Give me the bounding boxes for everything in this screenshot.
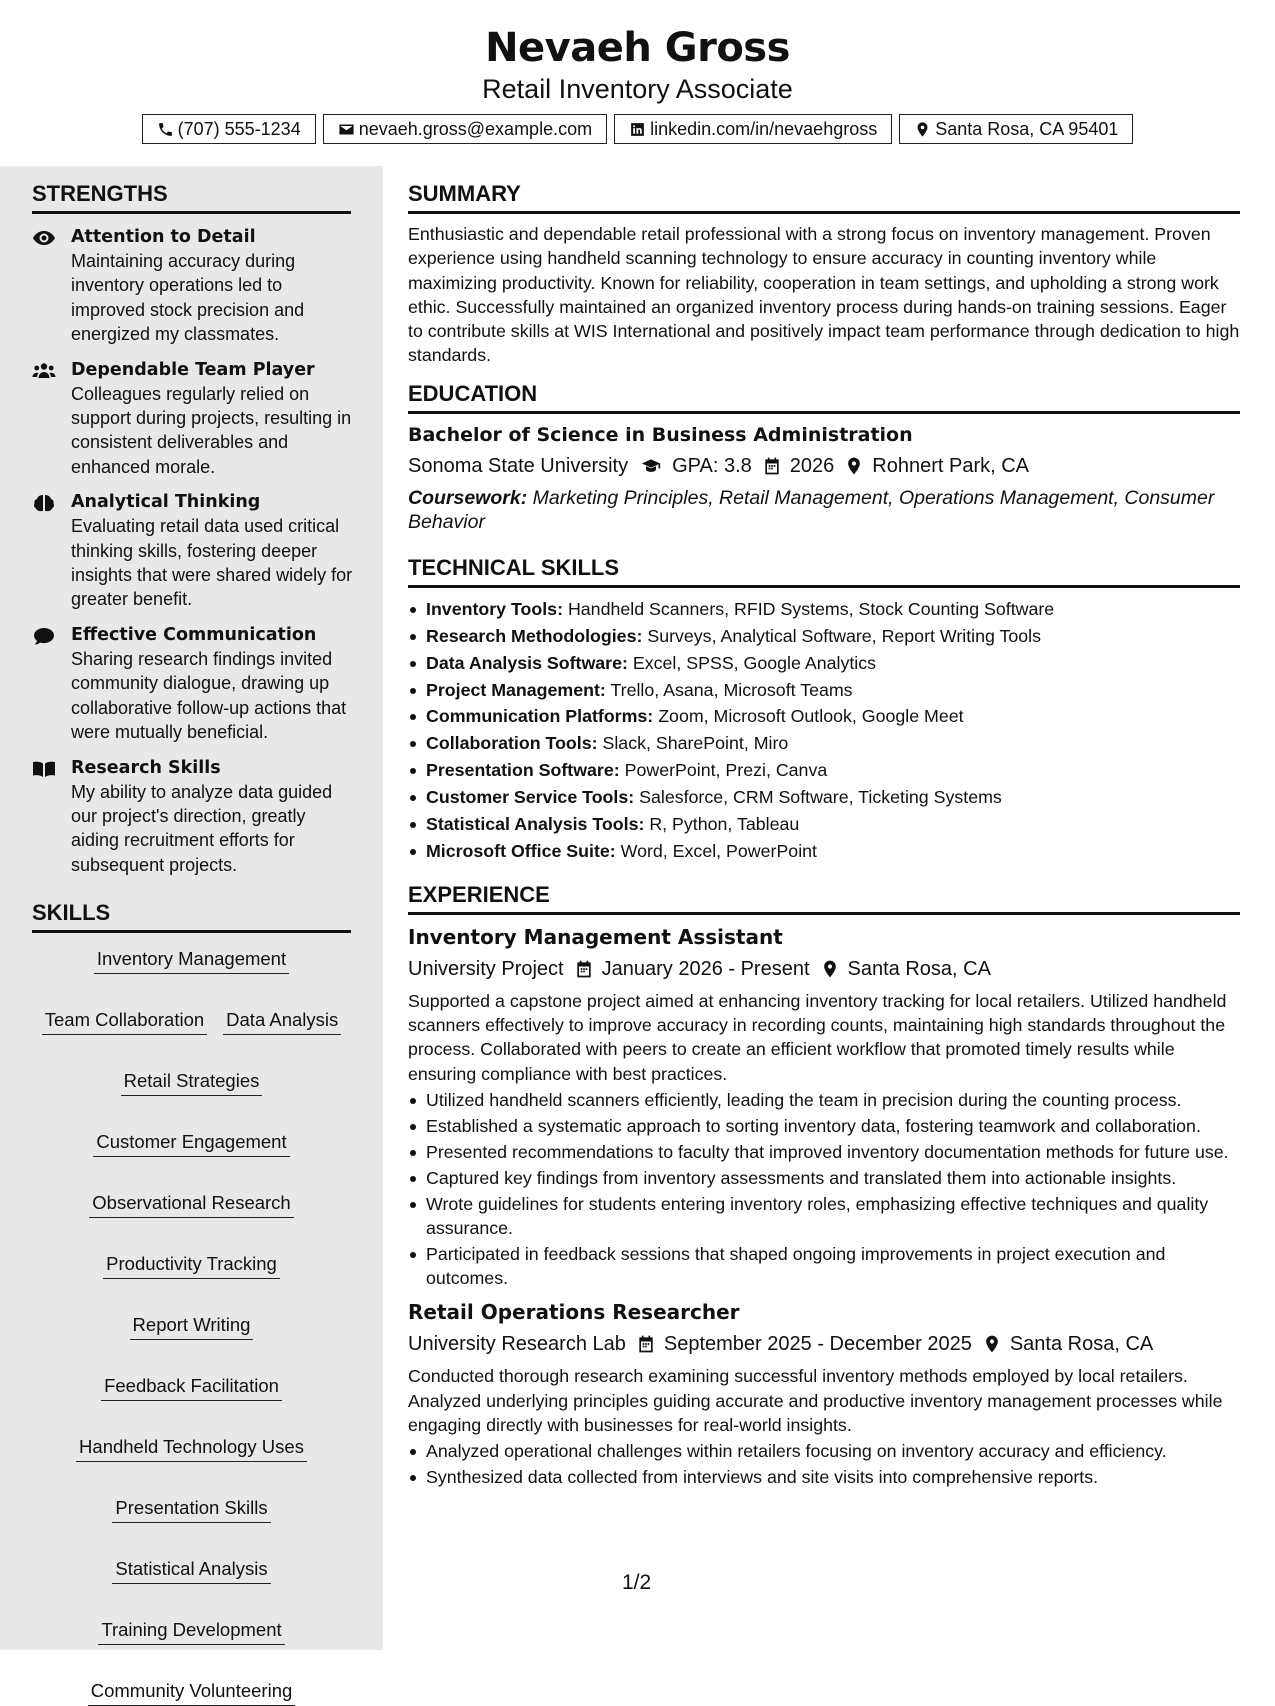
degree-title: Bachelor of Science in Business Administration — [408, 423, 913, 446]
list-item: Wrote guidelines for students entering inventory roles, emphasizing effective techniques and quality assurance. — [408, 1192, 1240, 1241]
job-org: University Project — [408, 957, 564, 980]
main-column — [408, 166, 1240, 1650]
resume-header — [0, 0, 1275, 166]
strength-title: Effective Communication — [71, 624, 317, 645]
skill-label: Presentation Software: — [426, 760, 620, 781]
skill-label: Microsoft Office Suite: — [426, 840, 616, 861]
contact-location — [899, 114, 1133, 144]
candidate-name: Nevaeh Gross — [485, 25, 790, 71]
list-item: Captured key findings from inventory assessments and translated them into actionable insights. — [408, 1166, 1240, 1190]
calendar-icon — [636, 1334, 656, 1354]
page-number: 1/2 — [622, 1571, 652, 1594]
brain-icon — [32, 494, 56, 512]
contact-location-text: Santa Rosa, CA 95401 — [935, 118, 1119, 139]
coursework — [408, 486, 1240, 534]
skill-tag: Observational Research — [89, 1191, 293, 1218]
skill-tag: Retail Strategies — [121, 1069, 263, 1096]
contact-linkedin-text: linkedin.com/in/nevaehgross — [650, 118, 878, 139]
skill-tag: Statistical Analysis — [112, 1557, 270, 1584]
contact-email[interactable] — [323, 114, 607, 144]
experience-heading: EXPERIENCE — [408, 865, 1240, 915]
strength-description: My ability to analyze data guided our project's direction, greatly aiding recruitment efforts for subsequent projects. — [71, 781, 333, 875]
job-dates: January 2026 - Present — [601, 957, 810, 980]
strengths-heading: STRENGTHS — [32, 166, 351, 214]
summary-text: Enthusiastic and dependable retail professional with a strong focus on inventory management. Proven experience using handheld scanning technology to ensure accuracy in counting inventory while maximizing productivity. Known for reliability, cooperation in team settings, and upholding a strong work ethic. Successfully maintained an organized inventory process during hands-on training sessions. Eager to contribute skills at WIS International and positively impact team performance through dedication to high standards. — [408, 224, 1240, 366]
list-item — [408, 677, 1240, 704]
comment-icon — [32, 627, 56, 645]
list-item: Established a systematic approach to sorting inventory data, fostering teamwork and collaboration. — [408, 1114, 1240, 1138]
list-item — [408, 784, 1240, 811]
job-title: Inventory Management Assistant — [408, 924, 783, 949]
summary-heading: SUMMARY — [408, 166, 1240, 214]
strength-title: Research Skills — [71, 757, 221, 778]
education-meta — [408, 451, 1240, 481]
strength-item — [32, 490, 354, 612]
skill-label: Inventory Tools: — [426, 598, 563, 619]
list-item: Analyzed operational challenges within retailers focusing on inventory accuracy and efficiency. — [408, 1439, 1240, 1463]
technical-skills-heading: TECHNICAL SKILLS — [408, 534, 1240, 588]
eye-icon — [32, 229, 56, 247]
contact-phone-text: (707) 555-1234 — [177, 118, 301, 139]
skill-value: Surveys, Analytical Software, Report Writing Tools — [647, 625, 1042, 646]
job-title: Retail Inventory Associate — [482, 74, 793, 104]
calendar-icon — [762, 456, 782, 476]
map-marker-icon — [914, 121, 931, 138]
skill-label: Customer Service Tools: — [426, 787, 635, 808]
job-meta — [408, 954, 1240, 984]
skill-value: Slack, SharePoint, Miro — [602, 733, 789, 754]
education-heading: EDUCATION — [408, 368, 1240, 414]
list-item — [408, 623, 1240, 650]
job-entry — [408, 1298, 1240, 1489]
strength-item — [32, 756, 354, 878]
job-location: Santa Rosa, CA — [847, 957, 991, 980]
book-open-icon — [32, 760, 56, 778]
skill-value: Handheld Scanners, RFID Systems, Stock Counting Software — [567, 598, 1055, 619]
strength-description: Evaluating retail data used critical thinking skills, fostering deeper insights that were shared widely for greater benefit. — [71, 516, 353, 610]
list-item: Participated in feedback sessions that shaped ongoing improvements in project execution and outcomes. — [408, 1242, 1240, 1291]
skill-tag: Report Writing — [130, 1313, 254, 1340]
skill-tag: Training Development — [98, 1618, 284, 1645]
contact-linkedin[interactable] — [614, 114, 892, 144]
school-location: Rohnert Park, CA — [872, 454, 1030, 477]
list-item — [408, 703, 1240, 730]
sidebar — [0, 166, 383, 1702]
job-summary: Conducted thorough research examining successful inventory methods employed by local retailers. Analyzed underlying principles guiding accurate and productive inventory management processes while engaging directly with businesses for real-world insights. — [408, 1366, 1223, 1435]
strength-title: Attention to Detail — [71, 227, 256, 247]
skill-tag: Productivity Tracking — [103, 1252, 280, 1279]
contact-bar — [0, 114, 1275, 144]
map-marker-icon — [844, 456, 864, 476]
contact-phone[interactable] — [142, 114, 316, 144]
linkedin-icon — [629, 121, 646, 138]
skill-label: Statistical Analysis Tools: — [426, 814, 645, 835]
skill-tag: Handheld Technology Uses — [76, 1435, 307, 1462]
job-org: University Research Lab — [408, 1333, 626, 1356]
list-item: Synthesized data collected from interviews and site visits into comprehensive reports. — [408, 1465, 1240, 1489]
skill-value: R, Python, Tableau — [649, 814, 800, 835]
strength-description: Colleagues regularly relied on support during projects, resulting in consistent deliverables and enhanced morale. — [71, 383, 352, 477]
list-item — [408, 730, 1240, 757]
skill-value: Trello, Asana, Microsoft Teams — [610, 679, 853, 700]
graduation-year: 2026 — [789, 454, 835, 477]
strength-description: Sharing research findings invited community dialogue, drawing up collaborative follow-up actions that were mutually beneficial. — [71, 648, 347, 743]
strength-item — [32, 623, 354, 745]
calendar-icon — [574, 959, 594, 979]
strength-description: Maintaining accuracy during inventory operations led to improved stock precision and energized my classmates. — [71, 251, 305, 345]
skill-label: Research Methodologies: — [426, 625, 643, 646]
list-item — [408, 650, 1240, 677]
list-item: Presented recommendations to faculty that improved inventory documentation methods for future use. — [408, 1140, 1240, 1164]
school-name: Sonoma State University — [408, 454, 629, 477]
skill-tag: Team Collaboration — [42, 1008, 207, 1035]
skill-value: Zoom, Microsoft Outlook, Google Meet — [658, 706, 964, 727]
skill-label: Communication Platforms: — [426, 706, 654, 727]
list-item — [408, 596, 1240, 623]
phone-icon — [157, 121, 174, 138]
envelope-icon — [338, 121, 355, 138]
skill-value: Salesforce, CRM Software, Ticketing Systems — [639, 787, 1002, 808]
skill-label: Collaboration Tools: — [426, 733, 598, 754]
skills-heading: SKILLS — [32, 885, 351, 933]
technical-skills-list — [408, 596, 1240, 865]
skill-label: Data Analysis Software: — [426, 652, 628, 673]
job-summary: Supported a capstone project aimed at enhancing inventory tracking for local retailers. Utilized handheld scanners effectively to improve accuracy in recording counts, maintaining high standards throughout the process. Collaborated with peers to create an efficient workflow that promoted timely results while ensuring compliance with best practices. — [408, 990, 1227, 1084]
skill-tag: Customer Engagement — [93, 1130, 289, 1157]
skill-tag: Presentation Skills — [112, 1496, 270, 1523]
skill-tag: Data Analysis — [223, 1008, 341, 1035]
skill-label: Project Management: — [426, 679, 606, 700]
coursework-list: Marketing Principles, Retail Management, Operations Management, Consumer Behavior — [408, 486, 1215, 533]
list-item — [408, 757, 1240, 784]
skill-value: Word, Excel, PowerPoint — [620, 840, 817, 861]
map-marker-icon — [982, 1334, 1002, 1354]
gpa-value: GPA: 3.8 — [672, 454, 752, 477]
coursework-label: Coursework: — [408, 486, 528, 509]
skill-tag: Community Volunteering — [88, 1679, 296, 1706]
job-location: Santa Rosa, CA — [1009, 1333, 1154, 1356]
job-dates: September 2025 - December 2025 — [663, 1333, 972, 1356]
job-bullets — [408, 1439, 1240, 1489]
job-title: Retail Operations Researcher — [408, 1300, 740, 1325]
users-icon — [32, 362, 56, 380]
job-bullets — [408, 1088, 1240, 1290]
skill-value: PowerPoint, Prezi, Canva — [624, 760, 828, 781]
strength-title: Analytical Thinking — [71, 492, 261, 513]
graduation-cap-icon — [638, 456, 664, 476]
skill-tag: Inventory Management — [94, 947, 289, 974]
map-marker-icon — [820, 959, 840, 979]
skills-list — [32, 947, 351, 1706]
skill-value: Excel, SPSS, Google Analytics — [632, 652, 877, 673]
strength-title: Dependable Team Player — [71, 359, 315, 380]
strength-item — [32, 358, 354, 480]
list-item — [408, 838, 1240, 865]
contact-email-text: nevaeh.gross@example.com — [358, 118, 593, 139]
list-item — [408, 811, 1240, 838]
strength-item — [32, 225, 354, 347]
list-item: Utilized handheld scanners efficiently, leading the team in precision during the counting process. — [408, 1088, 1240, 1112]
job-meta — [408, 1329, 1240, 1359]
skill-tag: Feedback Facilitation — [101, 1374, 282, 1401]
job-entry — [408, 923, 1240, 1291]
